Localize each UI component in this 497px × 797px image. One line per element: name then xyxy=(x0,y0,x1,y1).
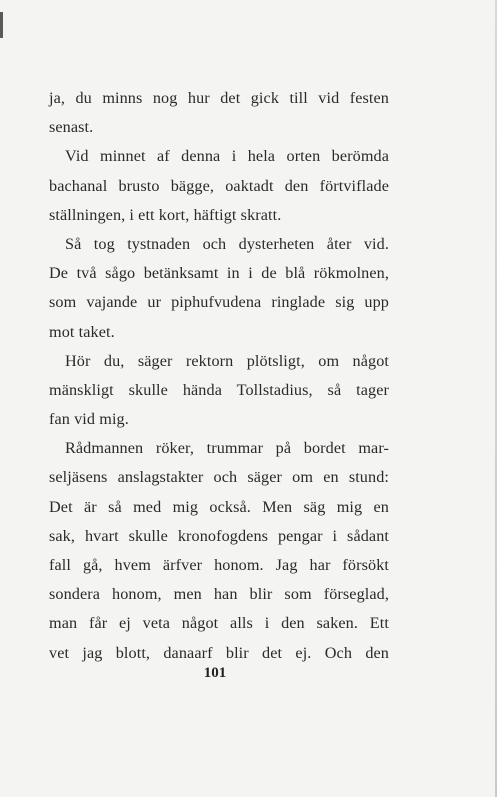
text-line: Rådmannen röker, trummar på bordet mar- xyxy=(65,439,389,458)
text-line: vet jag blott, danaarf blir det ej. Och den xyxy=(49,643,389,662)
text-line: senast. xyxy=(49,118,94,137)
text-line: sak, hvart skulle kronofogdens pengar i sådant xyxy=(49,526,389,545)
text-line: De två sågo betänksamt in i de blå rökmolnen, xyxy=(49,264,389,283)
page-edge-mark xyxy=(0,12,3,38)
text-line: Så tog tystnaden och dysterheten åter vid. xyxy=(65,234,389,253)
page-number: 101 xyxy=(203,665,227,681)
text-line: seljäsens anslagstakter och säger om en stund: xyxy=(49,468,389,487)
text-line: ja, du minns nog hur det gick till vid festen xyxy=(49,89,389,107)
text-line: bachanal brusto bägge, oaktadt den förtviflade xyxy=(49,176,389,195)
text-line: sondera honom, men han blir som förseglad, xyxy=(49,585,389,604)
text-line: mot taket. xyxy=(49,322,115,341)
text-line: fan vid mig. xyxy=(49,410,129,429)
text-line: Vid minnet af denna i hela orten berömda xyxy=(65,147,389,166)
text-line: ställningen, i ett kort, häftigt skratt. xyxy=(49,205,282,224)
text-line: Hör du, säger rektorn plötsligt, om något xyxy=(65,351,389,370)
text-line: som vajande ur piphufvudena ringlade sig upp xyxy=(49,293,389,312)
text-line: Det är så med mig också. Men säg mig en xyxy=(49,497,389,516)
body-text xyxy=(49,84,389,668)
text-line: mänskligt skulle hända Tollstadius, så tager xyxy=(49,380,389,399)
text-line: fall gå, hvem ärfver honom. Jag har försökt xyxy=(49,556,389,574)
text-line: man får ej veta något alls i den saken. Ett xyxy=(49,614,389,633)
